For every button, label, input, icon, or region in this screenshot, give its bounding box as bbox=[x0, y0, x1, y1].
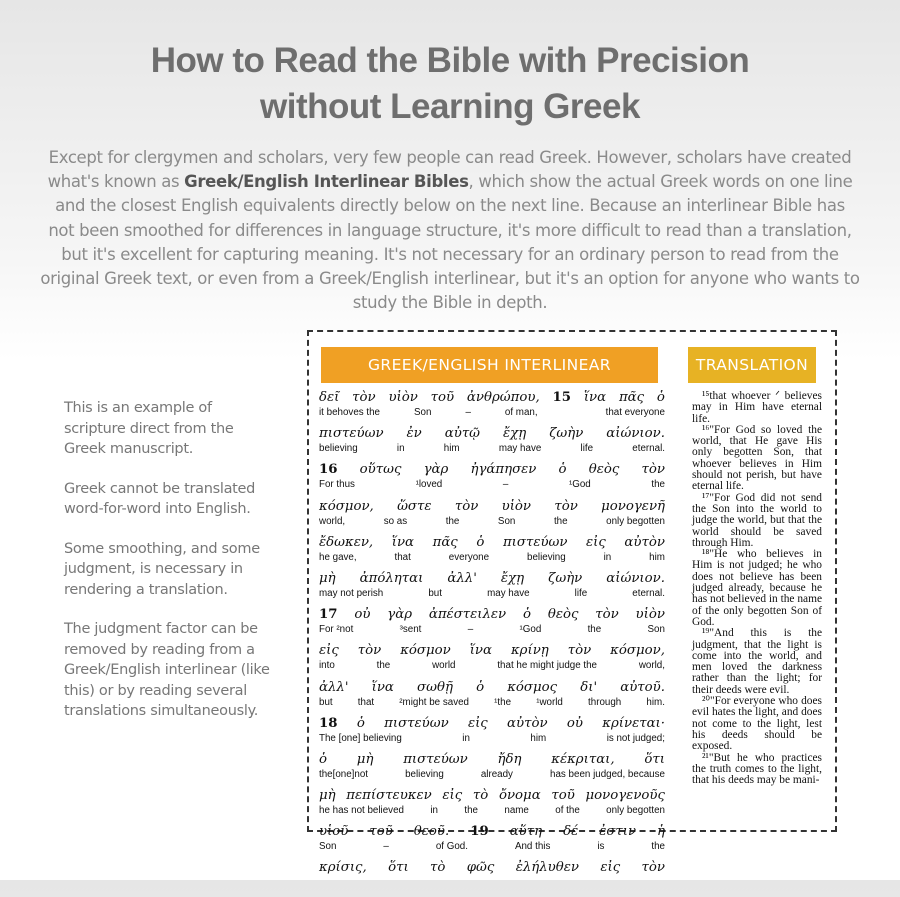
english-word: only begotten bbox=[606, 805, 665, 817]
english-word: life bbox=[580, 443, 594, 455]
greek-word: ἐστιν bbox=[599, 824, 637, 840]
english-word: ²might be saved bbox=[399, 696, 469, 708]
greek-word: ζωὴν bbox=[548, 570, 583, 586]
greek-word: πᾶς bbox=[432, 534, 458, 550]
greek-word: γὰρ bbox=[423, 462, 449, 478]
greek-word: ἀλλ' bbox=[447, 570, 477, 586]
greek-word: ὁ bbox=[476, 679, 485, 695]
english-word: everyone bbox=[448, 551, 490, 563]
greek-word: ἵνα bbox=[583, 390, 607, 405]
greek-word: κρίνεται· bbox=[602, 715, 665, 731]
greek-word: ἤδη bbox=[497, 751, 522, 767]
greek-word: ὁ bbox=[522, 607, 531, 623]
greek-word: κόσμος bbox=[507, 679, 558, 695]
greek-word: πᾶς bbox=[618, 390, 645, 405]
side-note: This is an example of scripture direct from the Greek manuscript. bbox=[64, 400, 234, 457]
interlinear-pair bbox=[319, 643, 665, 679]
greek-line bbox=[319, 571, 665, 587]
greek-word: ἀνθρώπου, bbox=[466, 390, 540, 405]
greek-word: σωθῇ bbox=[417, 679, 453, 695]
side-notes bbox=[64, 398, 274, 741]
english-word: ¹loved bbox=[415, 479, 443, 491]
greek-word: ὅτι bbox=[644, 751, 665, 767]
greek-word: ὁ bbox=[656, 390, 665, 405]
greek-word: αὐτοῦ. bbox=[620, 679, 665, 695]
greek-line bbox=[319, 499, 665, 515]
english-line bbox=[319, 406, 665, 419]
interlinear-pair bbox=[319, 752, 665, 788]
english-word: For ²not bbox=[319, 624, 354, 636]
greek-word: ὁ bbox=[558, 462, 567, 478]
greek-word: μονογενῆ bbox=[601, 498, 665, 514]
interlinear-pair bbox=[319, 680, 665, 716]
english-word: may have bbox=[498, 443, 542, 455]
greek-word: ὅτι bbox=[388, 860, 409, 876]
interlinear-pair bbox=[319, 860, 665, 896]
interlinear-pair bbox=[319, 571, 665, 607]
english-word: Son bbox=[647, 624, 665, 636]
english-word: the bbox=[651, 841, 665, 853]
english-word: eternal. bbox=[632, 587, 665, 599]
english-word: believing bbox=[405, 768, 444, 780]
english-word: Son bbox=[319, 841, 337, 853]
english-word: – bbox=[502, 479, 509, 491]
side-note: Greek cannot be translated word-for-word into English. bbox=[64, 480, 256, 517]
intro-paragraph bbox=[40, 146, 860, 315]
english-word: – bbox=[383, 841, 389, 853]
english-word: may not perish bbox=[319, 587, 384, 599]
greek-line bbox=[319, 752, 665, 768]
english-word: the[one]not bbox=[319, 768, 369, 780]
english-word: Son bbox=[414, 407, 432, 418]
greek-word: δεῖ bbox=[319, 390, 340, 405]
english-word: he has not believed bbox=[319, 805, 404, 817]
english-word: already bbox=[480, 768, 513, 780]
greek-word: τὸν bbox=[595, 607, 619, 623]
english-word: him bbox=[443, 443, 460, 455]
greek-word: τὸν bbox=[454, 498, 479, 514]
english-word: him. bbox=[646, 696, 665, 708]
greek-word: εἰς bbox=[442, 788, 463, 804]
greek-word: υἱὸν bbox=[388, 390, 418, 405]
intro-bold-term: Greek/English Interlinear Bibles bbox=[184, 172, 469, 192]
english-word: that everyone bbox=[605, 407, 665, 418]
greek-word: φῶς bbox=[466, 860, 495, 876]
english-word: that bbox=[394, 551, 411, 563]
greek-line bbox=[319, 643, 665, 659]
english-word: the bbox=[553, 515, 568, 527]
greek-word: ἔχῃ bbox=[500, 570, 525, 586]
greek-word: τὸν bbox=[357, 643, 382, 659]
greek-word: ὁ bbox=[319, 751, 328, 767]
english-line bbox=[319, 515, 665, 528]
verse-number: 15 bbox=[552, 390, 572, 405]
english-word: the bbox=[651, 479, 665, 491]
interlinear-pair bbox=[319, 607, 665, 643]
greek-word: κόσμον bbox=[400, 643, 451, 659]
greek-word: ἔχῃ bbox=[503, 426, 527, 442]
verse-number: 16 bbox=[319, 462, 338, 478]
greek-word: αὐτὸν bbox=[507, 715, 548, 731]
english-word: but bbox=[319, 696, 333, 708]
greek-word: θεὸς bbox=[547, 607, 579, 623]
greek-word: εἰς bbox=[600, 860, 621, 876]
greek-word: υἱὸν bbox=[501, 498, 532, 514]
greek-word: τὸν bbox=[641, 860, 665, 876]
greek-word: οὐ bbox=[354, 607, 371, 623]
english-word: that bbox=[357, 696, 375, 708]
greek-word: κόσμον, bbox=[610, 643, 665, 659]
verse-number: 17 bbox=[319, 607, 338, 623]
greek-line bbox=[319, 860, 665, 876]
english-word: him bbox=[530, 732, 547, 744]
greek-word: ἵνα bbox=[469, 643, 492, 659]
greek-word: αἰώνιον. bbox=[606, 426, 665, 442]
title-line-1: How to Read the Bible with Precision bbox=[150, 41, 750, 80]
greek-line bbox=[319, 462, 665, 478]
greek-word: τοῦ bbox=[430, 390, 455, 405]
greek-line bbox=[319, 788, 665, 804]
greek-word: μὴ bbox=[319, 570, 336, 586]
page-title bbox=[0, 38, 900, 130]
english-word: the bbox=[445, 515, 460, 527]
interlinear-pair bbox=[319, 390, 665, 426]
greek-word: ἐν bbox=[406, 426, 422, 442]
greek-word: ἡ bbox=[657, 824, 665, 840]
english-line bbox=[319, 587, 665, 600]
greek-word: εἰς bbox=[586, 534, 606, 550]
english-word: it behoves the bbox=[319, 407, 381, 418]
english-word: ³sent bbox=[399, 624, 422, 636]
greek-word: τὸ bbox=[430, 860, 446, 876]
greek-word: αὐτῷ bbox=[444, 426, 481, 442]
greek-word: ὥστε bbox=[397, 498, 432, 514]
english-word: world bbox=[432, 660, 456, 672]
greek-word: υἱοῦ bbox=[319, 824, 349, 840]
greek-word: θεὸς bbox=[588, 462, 620, 478]
intro-text-end: , which show the actual Greek words on one line and the closest English equivalents directly below on the next line. Because an interlinear Bible has not been smoothed for differences in language structure, it's more difficult to read than a translation, but it's excellent for capturing meaning. It's not necessary for an ordinary person to read from the original Greek text, or even from a Greek/English interlinear, but it's an option for anyone who wants to study the Bible in depth. bbox=[40, 172, 860, 313]
verse-number: 18 bbox=[319, 715, 338, 731]
english-word: him bbox=[649, 551, 665, 563]
greek-word: τὸν bbox=[352, 390, 376, 405]
greek-line bbox=[319, 607, 665, 623]
english-word: that he might judge the bbox=[497, 660, 598, 672]
greek-word: ἀπόληται bbox=[359, 570, 424, 586]
greek-word: θεοῦ. bbox=[413, 824, 450, 840]
greek-word: αὕτη bbox=[509, 824, 543, 840]
greek-word: ὁ bbox=[356, 715, 365, 731]
greek-word: πεπίστευκεν bbox=[346, 788, 432, 804]
greek-word: πιστεύων bbox=[384, 715, 449, 731]
english-word: world, bbox=[319, 515, 346, 527]
intro-text-start: Except for clergymen and scholars, very few people can read Greek. However, scholars have created what's known as bbox=[47, 148, 852, 192]
english-word: but bbox=[428, 587, 442, 599]
interlinear-pair bbox=[319, 499, 665, 535]
english-word: through bbox=[588, 696, 622, 708]
english-word: ¹world bbox=[536, 696, 563, 708]
title-line-2: without Learning Greek bbox=[260, 87, 640, 126]
greek-word: μὴ bbox=[319, 788, 336, 804]
interlinear-pair bbox=[319, 535, 665, 571]
greek-word: ἠγάπησεν bbox=[470, 462, 537, 478]
english-line bbox=[319, 732, 665, 745]
english-word: is bbox=[597, 841, 605, 853]
side-note: The judgment factor can be removed by reading from a Greek/English interlinear (like this) or by reading several translations simultaneously. bbox=[64, 621, 270, 719]
english-line bbox=[319, 804, 665, 817]
greek-word: κρίσις, bbox=[319, 860, 367, 876]
greek-line bbox=[319, 680, 665, 696]
greek-word: αὐτὸν bbox=[624, 534, 665, 550]
greek-word: τὸν bbox=[567, 643, 592, 659]
greek-word: τὸ bbox=[472, 788, 489, 804]
translation-verse: ¹⁷"For God did not send the Son into the world to judge the world, but that the world should be saved through Him. bbox=[692, 491, 822, 549]
english-word: eternal. bbox=[632, 443, 665, 455]
translation-verse: ²¹"But he who practices the truth comes to the light, that his deeds may be mani- bbox=[692, 751, 822, 787]
greek-word: μονογενοῦς bbox=[585, 788, 665, 804]
interlinear-pair bbox=[319, 716, 665, 752]
greek-word: πιστεύων bbox=[502, 534, 568, 550]
greek-word: αἰώνιον. bbox=[606, 570, 665, 586]
interlinear-pair bbox=[319, 788, 665, 824]
english-word: in bbox=[430, 805, 438, 817]
greek-word: ἐλήλυθεν bbox=[515, 860, 579, 876]
verse-number: 19 bbox=[470, 824, 489, 840]
greek-word: ἀπέστειλεν bbox=[428, 607, 507, 623]
greek-word: οὐ bbox=[566, 715, 583, 731]
english-word: world, bbox=[638, 660, 665, 672]
translation-verse: ¹⁵that whoever ᐟ believes may in Him have eternal life. bbox=[692, 390, 822, 425]
greek-word: τὸν bbox=[554, 498, 578, 514]
interlinear-pair bbox=[319, 462, 665, 498]
english-word: the bbox=[376, 660, 391, 672]
english-word: ¹the bbox=[494, 696, 512, 708]
greek-word: εἰς bbox=[467, 715, 488, 731]
greek-word: δέ bbox=[563, 824, 579, 840]
english-word: ¹God bbox=[568, 479, 591, 491]
english-word: believing bbox=[319, 443, 358, 455]
greek-word: τοῦ bbox=[551, 788, 575, 804]
greek-word: ἵνα bbox=[391, 534, 415, 550]
english-line bbox=[319, 840, 665, 853]
english-word: he gave, bbox=[319, 551, 357, 563]
english-line bbox=[319, 551, 665, 564]
english-line bbox=[319, 696, 665, 709]
english-word: in bbox=[603, 551, 612, 563]
greek-line bbox=[319, 716, 665, 732]
greek-line bbox=[319, 824, 665, 840]
translation-text bbox=[692, 391, 822, 786]
english-word: of the bbox=[555, 805, 580, 817]
english-word: – bbox=[465, 407, 471, 418]
english-word: life bbox=[574, 587, 588, 599]
greek-word: υἱὸν bbox=[635, 607, 665, 623]
interlinear-header: GREEK/ENGLISH INTERLINEAR bbox=[321, 347, 658, 383]
interlinear-text bbox=[319, 390, 665, 897]
english-word: the bbox=[464, 805, 478, 817]
greek-word: κέκριται, bbox=[551, 751, 615, 767]
english-word: in bbox=[462, 732, 470, 744]
greek-word: τοῦ bbox=[369, 824, 393, 840]
translation-verse: ²⁰"For everyone who does evil hates the light, and does not come to the light, lest his deeds should be exposed. bbox=[692, 695, 822, 753]
english-word: name bbox=[504, 805, 529, 817]
translation-verse: ¹⁸"He who believes in Him is not judged; he who does not believe has been judged already, because he has not believed in the name of the only begotten Son of God. bbox=[692, 548, 823, 628]
greek-word: ὁ bbox=[476, 534, 485, 550]
english-word: is not judged; bbox=[606, 732, 665, 744]
english-word: – bbox=[467, 624, 474, 636]
greek-word: πιστεύων bbox=[319, 426, 384, 442]
greek-word: γὰρ bbox=[387, 607, 413, 623]
greek-word: πιστεύων bbox=[403, 751, 468, 767]
greek-word: ἀλλ' bbox=[319, 679, 349, 695]
english-word: has been judged, because bbox=[550, 768, 665, 780]
english-word: For thus bbox=[319, 479, 355, 491]
greek-line bbox=[319, 535, 665, 551]
greek-word: ζωὴν bbox=[549, 426, 584, 442]
english-word: The [one] believing bbox=[319, 732, 402, 744]
english-word: only begotten bbox=[606, 515, 665, 527]
english-line bbox=[319, 623, 665, 636]
interlinear-pair bbox=[319, 426, 665, 462]
english-word: of man, bbox=[504, 407, 538, 418]
english-word: into bbox=[319, 660, 335, 672]
greek-word: δι' bbox=[580, 679, 598, 695]
english-line bbox=[319, 768, 665, 781]
greek-word: μὴ bbox=[356, 751, 374, 767]
english-word: believing bbox=[527, 551, 566, 563]
greek-word: οὕτως bbox=[359, 462, 402, 478]
english-word: of God. bbox=[435, 841, 468, 853]
greek-line bbox=[319, 426, 665, 442]
english-word: the bbox=[587, 624, 602, 636]
english-word: And this bbox=[514, 841, 551, 853]
english-line bbox=[319, 478, 665, 491]
greek-word: κόσμον, bbox=[319, 498, 374, 514]
side-note: Some smoothing, and some judgment, is necessary in rendering a translation. bbox=[64, 540, 260, 598]
translation-verse: ¹⁹"And this is the judgment, that the light is come into the world, and men loved the darkness rather than the light; for their deeds were evil. bbox=[692, 627, 822, 696]
scripture-example-frame bbox=[307, 330, 837, 876]
greek-word: ὄνομα bbox=[498, 788, 541, 804]
greek-word: κρίνῃ bbox=[510, 643, 549, 659]
english-word: so as bbox=[383, 515, 408, 527]
english-word: may have bbox=[487, 587, 530, 599]
greek-word: ἵνα bbox=[371, 679, 394, 695]
greek-word: ἔδωκεν, bbox=[319, 534, 374, 550]
greek-word: εἰς bbox=[319, 643, 339, 659]
greek-word: τὸν bbox=[641, 462, 665, 478]
translation-header: TRANSLATION bbox=[688, 347, 816, 383]
english-line bbox=[319, 442, 665, 455]
greek-line bbox=[319, 390, 665, 406]
english-word: ¹God bbox=[519, 624, 542, 636]
translation-verse: ¹⁶"For God so loved the world, that He gave His only begotten Son, that whoever believes in Him should not perish, but have eternal life. bbox=[692, 423, 822, 493]
english-line bbox=[319, 659, 665, 672]
english-word: Son bbox=[497, 515, 516, 527]
interlinear-pair bbox=[319, 824, 665, 860]
english-word: in bbox=[396, 443, 405, 455]
